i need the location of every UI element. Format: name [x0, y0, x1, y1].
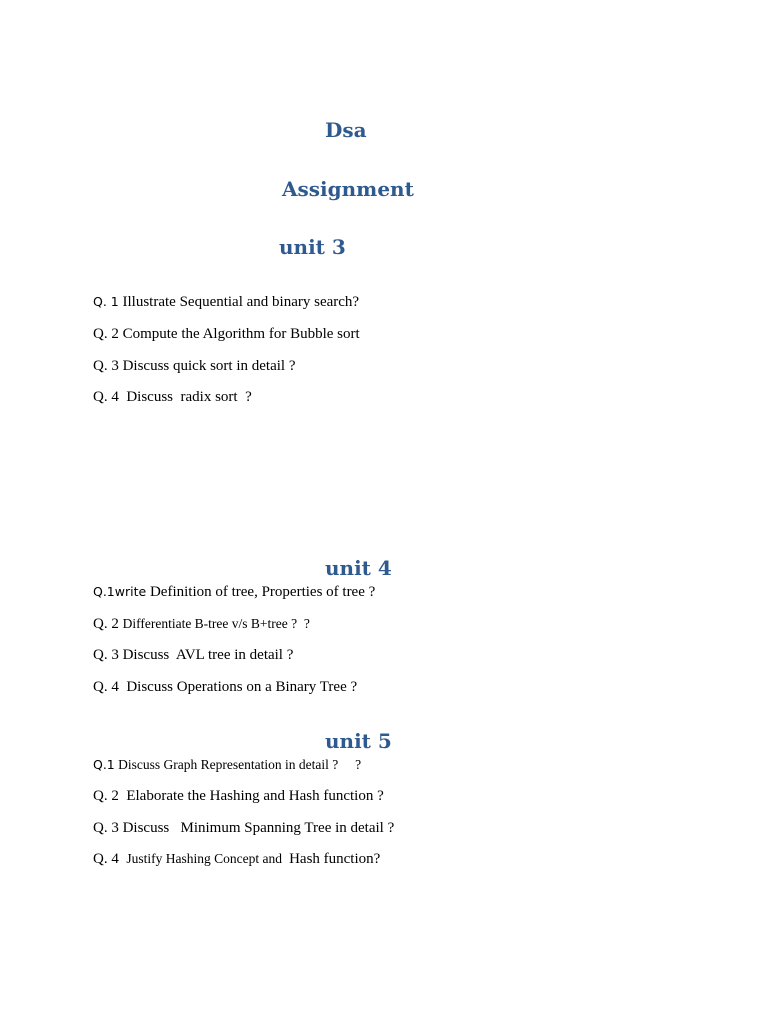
question-text: Illustrate Sequential and binary search? [118, 294, 360, 310]
question-text: Q. 2 Compute the Algorithm for Bubble sort [93, 326, 360, 342]
question-number: Q.1write [93, 584, 147, 599]
question-text: Justify Hashing Concept and [126, 851, 286, 866]
question-unit3-q3 [93, 359, 295, 374]
question-unit4-q1 [93, 585, 375, 600]
question-text: Q. 3 Discuss quick sort in detail ? [93, 358, 296, 374]
question-number: Q.1 [93, 757, 115, 772]
question-unit5-q4 [93, 852, 380, 867]
question-unit5-q2 [93, 789, 384, 804]
question-text: Differentiate B-tree v/s B+tree ? ? [122, 616, 310, 631]
question-text-tail: Hash function? [285, 851, 381, 867]
question-unit4-q2 [93, 617, 310, 632]
question-number: Q. 1 [93, 294, 119, 309]
question-text: Q. 3 Discuss Minimum Spanning Tree in detail ? [93, 820, 395, 836]
question-unit5-q1 [93, 758, 361, 773]
document-title: Dsa [325, 118, 367, 142]
document-subtitle: Assignment [282, 177, 414, 201]
question-unit3-q4 [93, 390, 252, 405]
section-heading-unit-4: unit 4 [325, 556, 392, 580]
question-number: Q. 2 [93, 616, 123, 632]
question-text: Definition of tree, Properties of tree ? [146, 584, 376, 600]
question-text: Q. 2 Elaborate the Hashing and Hash function ? [93, 788, 384, 804]
question-unit5-q3 [93, 821, 394, 836]
question-text: Discuss Graph Representation in detail ? ? [114, 757, 362, 772]
question-text: Q. 4 Discuss Operations on a Binary Tree ? [93, 679, 358, 695]
question-text: Q. 4 Discuss radix sort ? [93, 389, 252, 405]
question-number: Q. 4 [93, 851, 127, 867]
question-unit4-q3 [93, 648, 293, 663]
section-heading-unit-3: unit 3 [279, 235, 346, 259]
question-text: Q. 3 Discuss AVL tree in detail ? [93, 647, 294, 663]
question-unit3-q1 [93, 295, 359, 310]
question-unit4-q4 [93, 680, 357, 695]
section-heading-unit-5: unit 5 [325, 729, 392, 753]
question-unit3-q2 [93, 327, 360, 342]
